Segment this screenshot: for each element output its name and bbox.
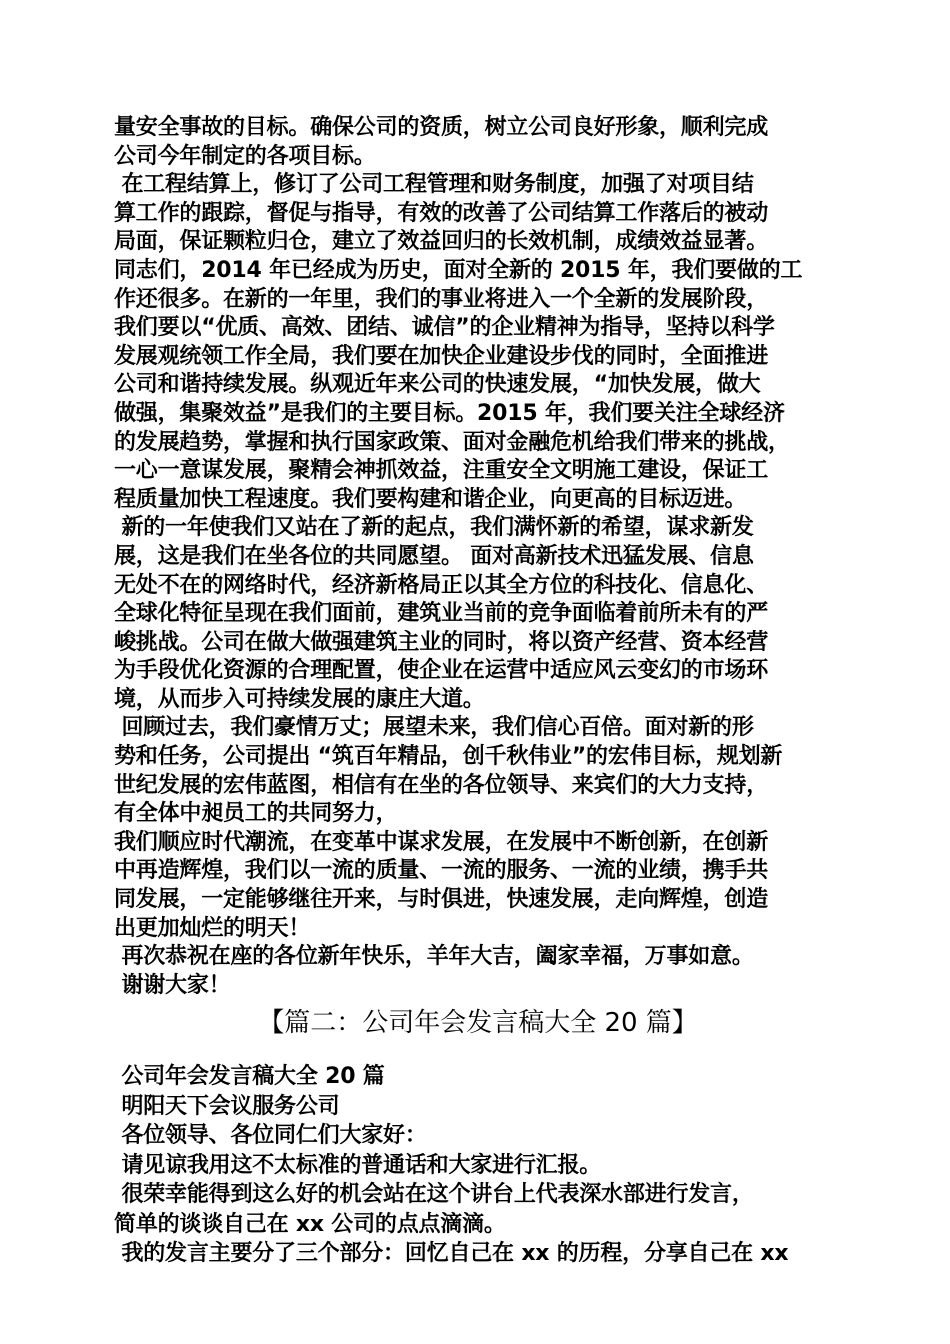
text-line: 公司年会发言稿大全 20 篇 [114,1064,385,1090]
text-line: 我的发言主要分了三个部分：回忆自己在 xx 的历程，分享自己在 xx [114,1241,789,1267]
text-line: 我们要以“优质、高效、团结、诚信”的企业精神为指导，坚持以科学 [114,315,775,341]
text-line: 展，这是我们在坐各位的共同愿望。 面对高新技术迅猛发展、信息 [114,543,754,569]
text-line: 全球化特征呈现在我们面前，建筑业当前的竞争面临着前所未有的严 [114,601,769,627]
section-heading: 【篇二：公司年会发言稿大全 20 篇】 [258,1008,698,1039]
text-line: 世纪发展的宏伟蓝图，相信有在坐的各位领导、来宾们的大力支持， [114,772,769,798]
text-line: 局面，保证颗粒归仓，建立了效益回归的长效机制，成绩效益显著。 [114,229,769,255]
text-line: 量安全事故的目标。确保公司的资质，树立公司良好形象，顺利完成 [114,115,769,140]
text-line: 峻挑战。公司在做大做强建筑主业的同时，将以资产经营、资本经营 [114,629,769,655]
text-line: 有全体中昶员工的共同努力， [114,801,398,827]
text-line: 谢谢大家！ [114,972,231,998]
text-line: 无处不在的网络时代，经济新格局正以其全方位的科技化、信息化、 [114,572,769,598]
text-line: 为手段优化资源的合理配置，使企业在运营中适应风云变幻的市场环 [114,658,769,684]
text-line: 程质量加快工程速度。我们要构建和谐企业，向更高的目标迈进。 [114,486,747,512]
text-line: 算工作的跟踪，督促与指导，有效的改善了公司结算工作落后的被动 [114,200,769,226]
text-line: 同发展，一定能够继往开来，与时俱进，快速发展，走向辉煌，创造 [114,887,769,913]
text-line: 明阳天下会议服务公司 [114,1093,340,1119]
text-line: 我们顺应时代潮流，在变革中谋求发展，在发展中不断创新，在创新 [114,829,769,855]
text-line: 同志们，2014 年已经成为历史，面对全新的 2015 年，我们要做的工 [114,257,803,283]
text-line: 简单的谈谈自己在 xx 公司的点点滴滴。 [114,1211,506,1237]
text-line: 一心一意谋发展，聚精会神抓效益，注重安全文明施工建设，保证工 [114,458,769,484]
text-line: 公司今年制定的各项目标。 [114,143,376,169]
text-line: 公司和谐持续发展。纵观近年来公司的快速发展，“加快发展，做大 [114,372,761,398]
text-line: 做强，集聚效益”是我们的主要目标。2015 年，我们要关注全球经济 [114,400,785,426]
text-line: 新的一年使我们又站在了新的起点，我们满怀新的希望，谋求新发 [114,515,754,541]
text-line: 再次恭祝在座的各位新年快乐，羊年大吉，阖家幸福，万事如意。 [114,944,754,970]
text-line: 回顾过去，我们豪情万丈；展望未来，我们信心百倍。面对新的形 [114,715,754,741]
text-line: 中再造辉煌，我们以一流的质量、一流的服务、一流的业绩，携手共 [114,858,769,884]
text-line: 请见谅我用这不太标准的普通话和大家进行汇报。 [114,1152,602,1178]
text-line: 各位领导、各位同仁们大家好： [114,1123,427,1149]
text-line: 很荣幸能得到这么好的机会站在这个讲台上代表深水部进行发言， [114,1182,754,1208]
text-line: 势和任务，公司提出 “筑百年精品，创千秋伟业”的宏伟目标，规划新 [114,744,783,770]
section-one [114,114,842,1000]
text-line: 作还很多。在新的一年里，我们的事业将进入一个全新的发展阶段， [114,286,769,312]
text-line: 境，从而步入可持续发展的康庄大道。 [114,686,485,712]
text-line: 在工程结算上，修订了公司工程管理和财务制度，加强了对项目结 [114,172,754,198]
document-body [114,114,842,1269]
section-two [114,1062,842,1269]
text-line: 发展观统领工作全局，我们要在加快企业建设步伐的同时，全面推进 [114,343,769,369]
text-line: 的发展趋势，掌握和执行国家政策、面对金融危机给我们带来的挑战， [114,429,790,455]
text-line: 出更加灿烂的明天！ [114,915,311,941]
